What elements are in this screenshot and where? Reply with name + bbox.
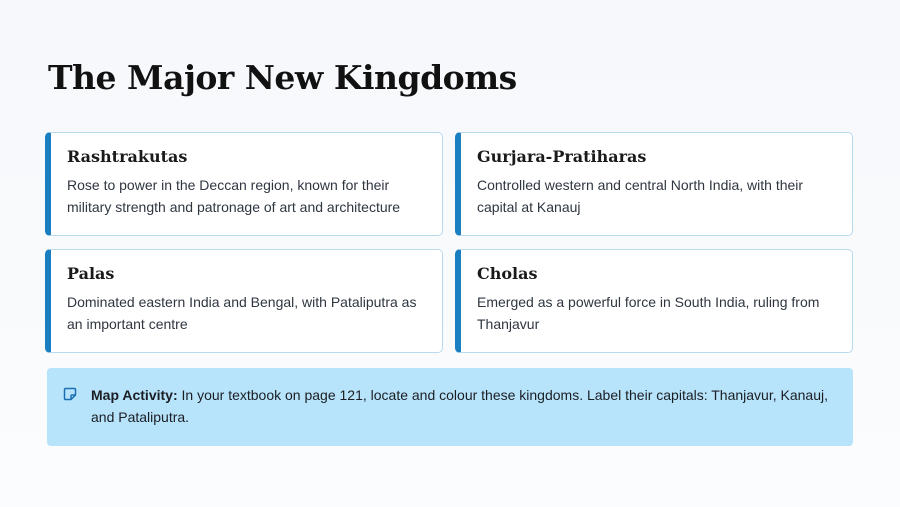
map-activity-callout	[47, 368, 853, 446]
kingdom-card-cholas	[455, 249, 853, 353]
kingdom-card-gurjara-pratiharas	[455, 132, 853, 236]
note-icon	[63, 387, 77, 401]
page-title: The Major New Kingdoms	[48, 58, 517, 97]
kingdom-name: Cholas	[477, 264, 538, 283]
kingdom-description: Controlled western and central North India, with their capital at Kanauj	[477, 177, 804, 215]
kingdom-card-palas	[45, 249, 443, 353]
kingdom-grid	[45, 132, 853, 353]
activity-label: Map Activity:	[91, 387, 178, 403]
kingdom-card-rashtrakutas	[45, 132, 443, 236]
kingdom-description: Dominated eastern India and Bengal, with Pataliputra as an important centre	[67, 294, 417, 332]
activity-text: In your textbook on page 121, locate and colour these kingdoms. Label their capitals: Thanjavur, Kanauj, and Pataliputra.	[91, 387, 828, 425]
kingdom-name: Gurjara-Pratiharas	[477, 147, 647, 166]
kingdom-name: Rashtrakutas	[67, 147, 188, 166]
kingdom-description: Rose to power in the Deccan region, known for their military strength and patronage of art and architecture	[67, 177, 401, 215]
kingdom-description: Emerged as a powerful force in South India, ruling from Thanjavur	[477, 294, 820, 332]
kingdom-name: Palas	[67, 264, 115, 283]
